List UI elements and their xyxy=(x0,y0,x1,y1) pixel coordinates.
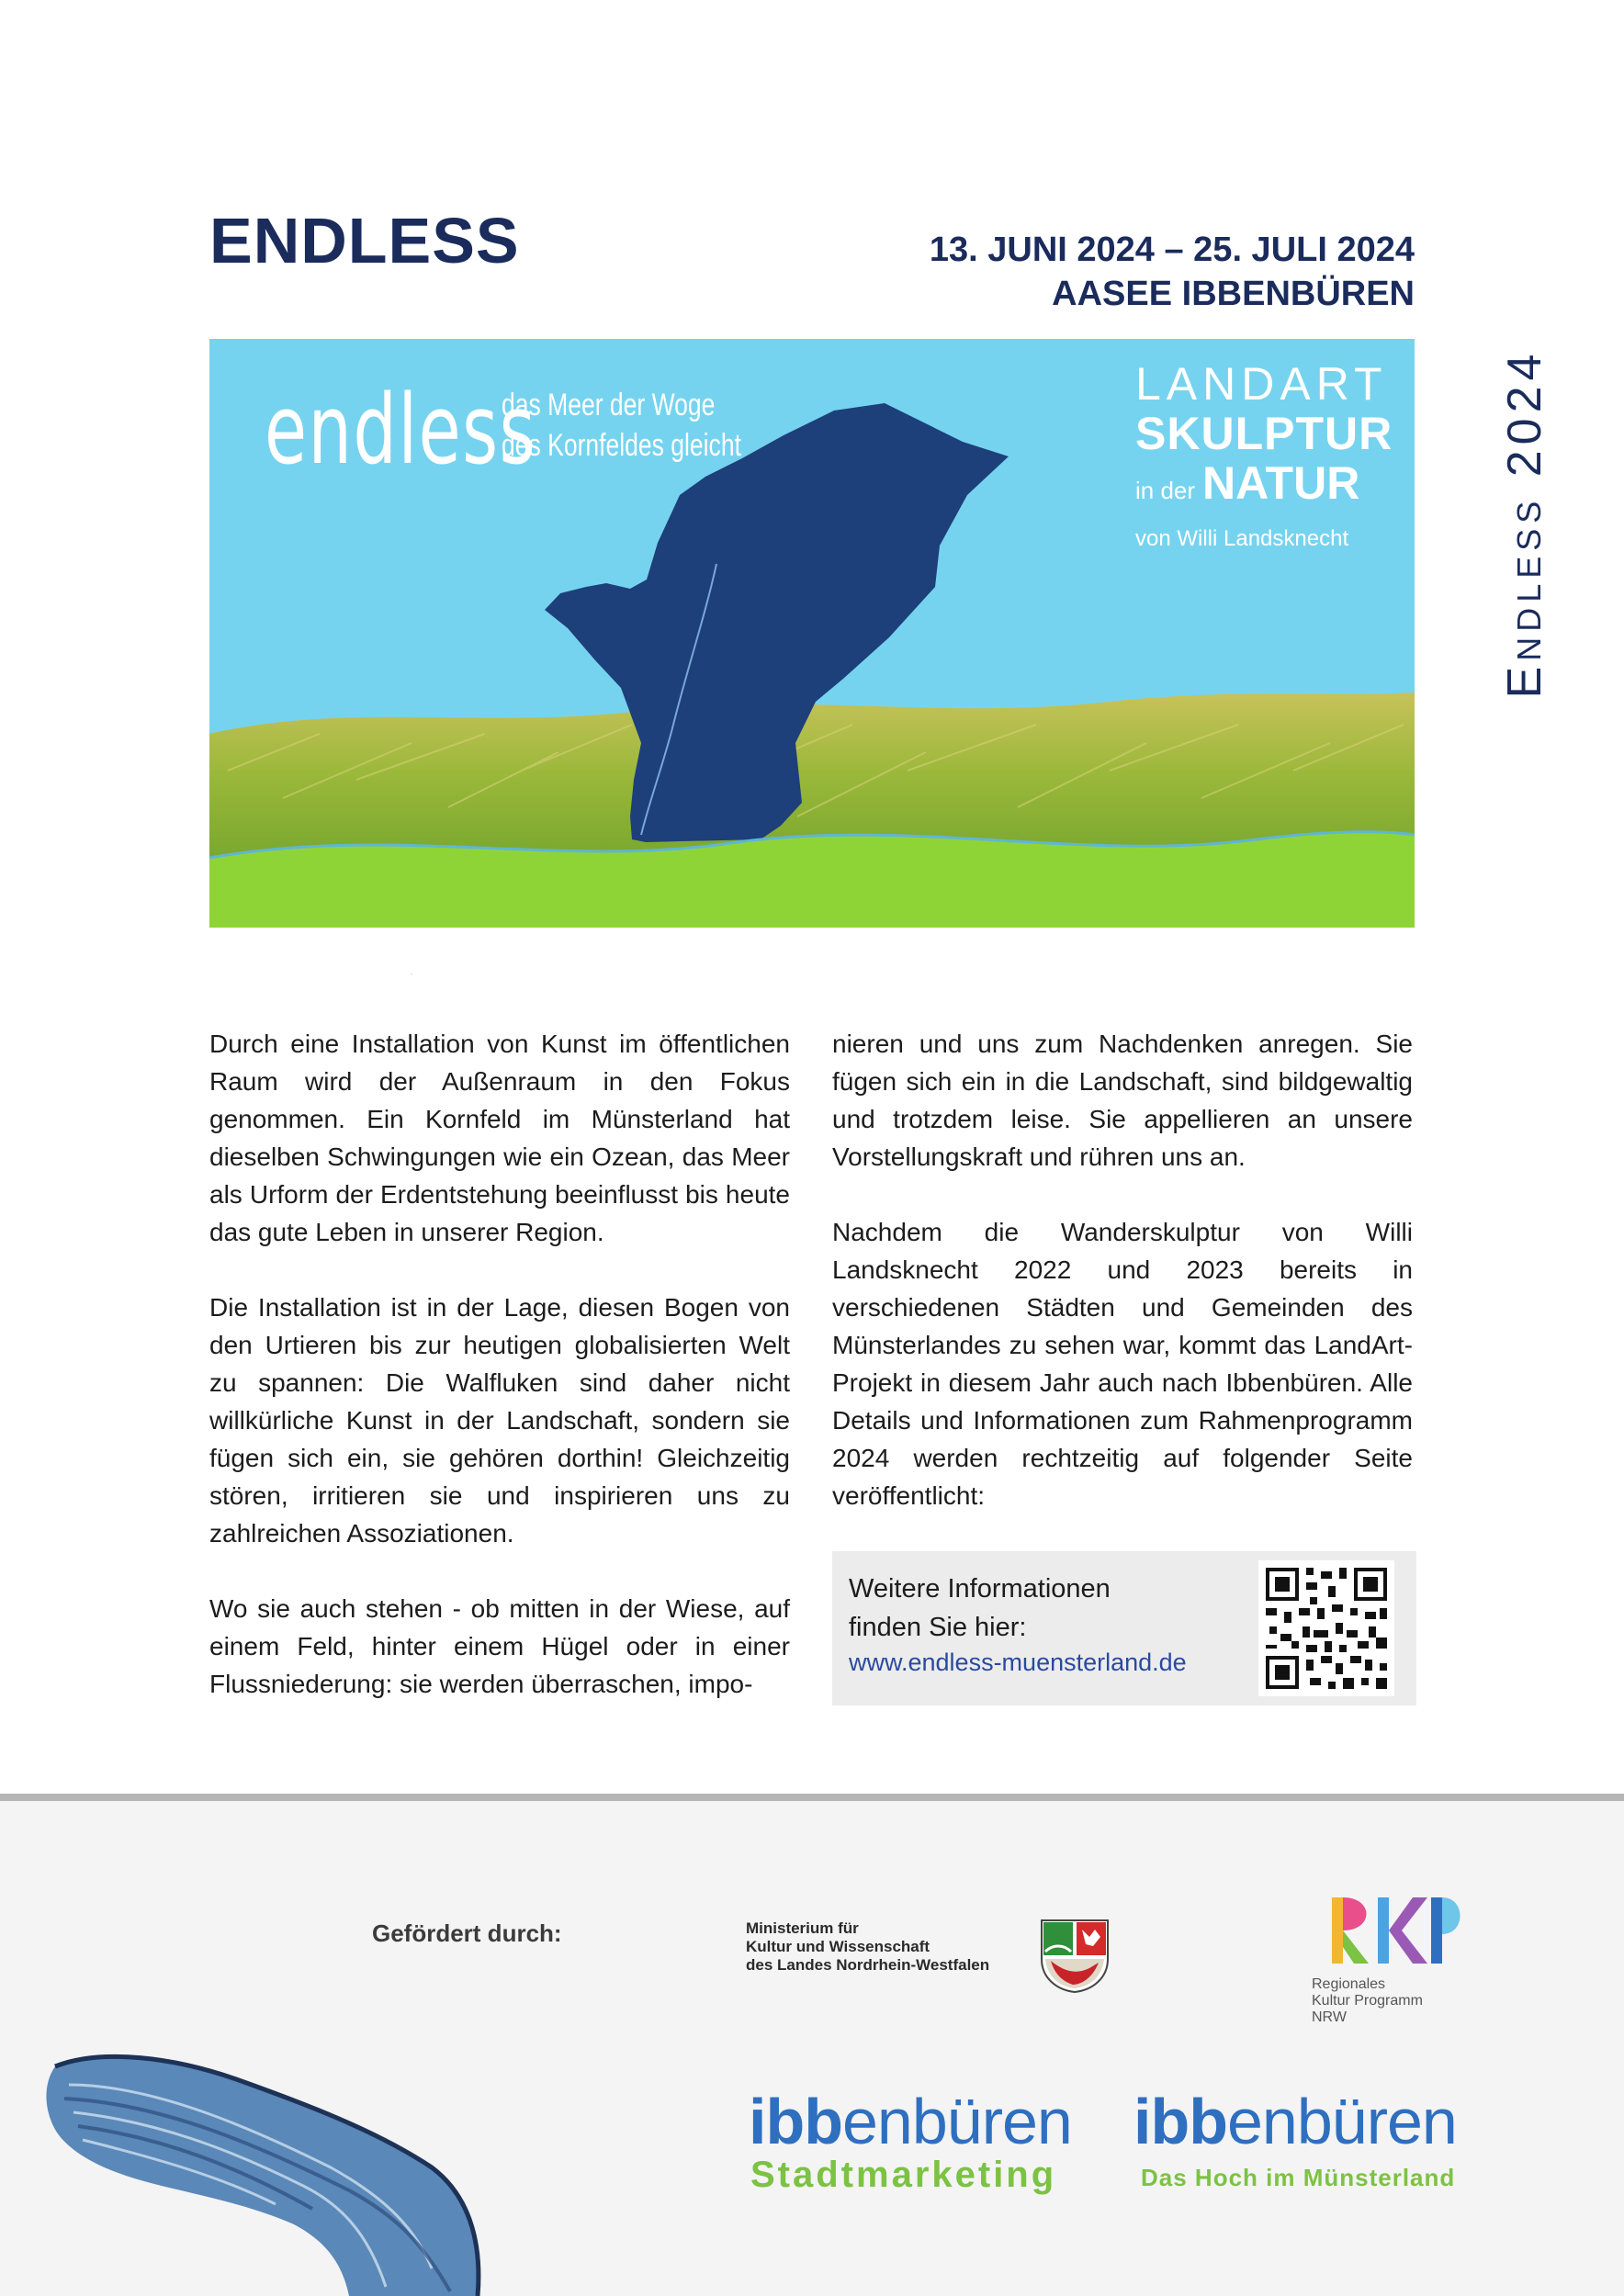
paragraph: Durch eine Installation von Kunst im öffentlichen Raum wird der Außenraum in den Fokus genommen. Ein Kornfeld im Münsterland hat dieselben Schwingungen wie ein Ozean, das Meer als Urform der Erdentstehung beeinflusst bis heute das gute Leben in unserer Region. xyxy=(209,1030,790,1246)
rkp-line-2: Kultur Programm xyxy=(1312,1993,1423,2009)
ministry-line-2: Kultur und Wissenschaft xyxy=(746,1938,930,1955)
text-column-2 xyxy=(832,1025,1413,1552)
natur: NATUR xyxy=(1202,457,1360,509)
info-box xyxy=(832,1551,1416,1705)
ministry-logo-text xyxy=(746,1919,989,1975)
landart-title xyxy=(1135,357,1388,411)
landart-land: LAND xyxy=(1135,358,1280,410)
rkp-caption xyxy=(1312,1976,1423,2026)
footer-divider xyxy=(0,1794,1624,1801)
hoch-im-muensterland-label: Das Hoch im Münsterland xyxy=(1141,2164,1456,2191)
rkp-logo-text: RKP xyxy=(411,974,413,975)
paragraph: nieren und uns zum Nachdenken anregen. Sie fügen sich ein in die Landschaft, sind bildgewaltig und trotzdem leise. Sie appellieren an unsere Vorstellungskraft und rühren uns an. xyxy=(832,1030,1413,1171)
stadtmarketing-label: Stadtmarketing xyxy=(750,2155,1057,2195)
ministry-line-3: des Landes Nordrhein-Westfalen xyxy=(746,1956,990,1974)
endless-logo: endless xyxy=(265,374,537,486)
logo-ibb: ibb xyxy=(1133,2086,1227,2157)
logo-enbueren: enbüren xyxy=(1226,2086,1457,2157)
vertical-label-text: Endless 2024 xyxy=(1498,348,1551,699)
artist-credit: von Willi Landsknecht xyxy=(1135,526,1349,551)
funded-by-label: Gefördert durch: xyxy=(372,1919,562,1947)
whale-fluke-painting-icon xyxy=(0,2030,496,2296)
landart-block xyxy=(1135,350,1393,552)
vertical-label xyxy=(1499,340,1551,707)
logo-enbueren: enbüren xyxy=(841,2086,1072,2157)
rkp-line-3: NRW xyxy=(1312,2009,1347,2025)
info-text xyxy=(849,1570,1111,1647)
date-range: 13. JUNI 2024 – 25. JULI 2024 xyxy=(929,231,1415,269)
tagline-line-2: des Kornfeldes gleicht xyxy=(502,428,741,463)
qr-code[interactable] xyxy=(1258,1560,1394,1696)
landart-art: ART xyxy=(1280,358,1388,410)
website-link[interactable]: www.endless-muensterland.de xyxy=(849,1649,1187,1676)
info-line-2: finden Sie hier: xyxy=(849,1613,1027,1642)
nrw-crest-icon xyxy=(1038,1917,1111,1994)
tagline xyxy=(502,385,741,466)
tagline-line-1: das Meer der Woge xyxy=(502,388,716,422)
page-title: ENDLESS xyxy=(209,205,520,276)
ministry-line-1: Ministerium für xyxy=(746,1919,859,1937)
logo-ibb: ibb xyxy=(749,2086,842,2157)
paragraph: Wo sie auch stehen - ob mitten in der Wiese, auf einem Feld, hinter einem Hügel oder in einer Flussniederung: sie werden überraschen, impo- xyxy=(209,1594,790,1698)
skulptur: SKULPTUR xyxy=(1135,408,1393,459)
in-der-natur xyxy=(1135,456,1365,510)
in-der: in der xyxy=(1135,477,1196,504)
paragraph: Die Installation ist in der Lage, diesen Bogen von den Urtieren bis zur heutigen globalisierten Welt zu spannen: Die Walfluken sind daher nicht willkürliche Kunst in der Landschaft, sondern sie fügen sich ein, sie gehören dorthin! Gleichzeitig stören, irritieren sie und inspirieren uns zu zahlreichen Assoziationen. xyxy=(209,1293,790,1548)
info-line-1: Weitere Informationen xyxy=(849,1574,1111,1604)
qr-code-icon xyxy=(1258,1560,1394,1696)
paragraph: Nachdem die Wanderskulptur von Willi Landsknecht 2022 und 2023 bereits in verschiedenen Städten und Gemeinden des Münsterlandes zu sehen war, kommt das LandArt-Projekt in diesem Jahr auch nach Ibbenbüren. Alle Details und Informationen zum Rahmenprogramm 2024 werden rechtzeitig auf folgender Seite veröffentlicht: xyxy=(832,1218,1413,1510)
text-column-1 xyxy=(209,1025,790,1740)
event-info xyxy=(930,228,1415,316)
ibbenbueren-stadtmarketing-logo xyxy=(749,2086,1072,2157)
location: AASEE IBBENBÜREN xyxy=(1052,275,1415,313)
ibbenbueren-tourism-logo xyxy=(1133,2086,1457,2157)
rkp-line-1: Regionales xyxy=(1312,1976,1386,1992)
hero-banner xyxy=(209,339,1415,928)
